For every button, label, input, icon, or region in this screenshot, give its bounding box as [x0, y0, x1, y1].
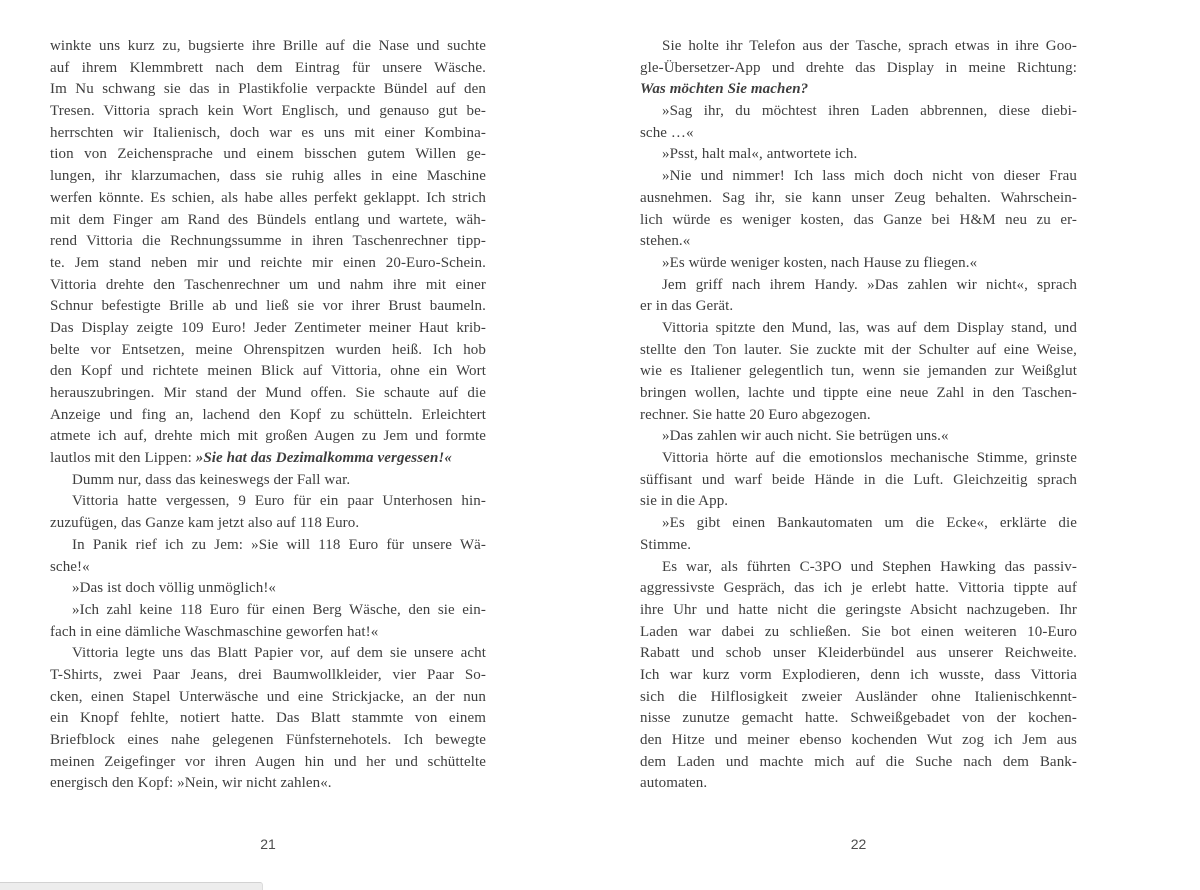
text-line: lich würde es weniger kosten, das Ganze bei H&M neu zu er-: [640, 211, 1077, 228]
page-left-number: 21: [260, 836, 276, 852]
text-line: dem Laden und machte mich auf die Suche nach dem Bank-: [640, 753, 1077, 770]
text-line: ihre Uhr und hatte nicht die geringste Absicht nachzugeben. Ihr: [640, 601, 1077, 618]
text-line: cken, einen Stapel Unterwäsche und eine Strickjacke, an der nun: [50, 688, 486, 705]
page-left-text: [50, 36, 486, 795]
text-line: belte vor Entsetzen, meine Ohrenspitzen wurden heiß. Ich hob: [50, 341, 486, 358]
text-line: Anzeige und fing an, lachend den Kopf zu schütteln. Erleichtert: [50, 406, 486, 423]
text-line: Vittoria hatte vergessen, 9 Euro für ein paar Unterhosen hin-: [72, 493, 486, 510]
text-line: süffisant und warf beide Hände in die Luft. Gleichzeitig sprach: [640, 471, 1077, 488]
text-line: Vittoria hörte auf die emotionslos mechanische Stimme, grinste: [662, 450, 1077, 467]
text-line: Das Display zeigte 109 Euro! Jeder Zentimeter meiner Haut krib-: [50, 319, 486, 336]
text-line: te. Jem stand neben mir und reichte mir einen 20-Euro-Schein.: [50, 254, 486, 271]
text-line: werfen könnte. Es schien, als habe alles perfekt geklappt. Ich strich: [50, 189, 486, 206]
text-line: Ich war kurz vorm Explodieren, denn ich wusste, dass Vittoria: [640, 666, 1077, 683]
text-line: herrschten wir Italienisch, doch war es uns mit einer Kombina-: [50, 124, 486, 141]
text-line: Vittoria spitzte den Mund, las, was auf dem Display stand, und: [662, 319, 1077, 336]
text-line: aggressivste Gespräch, das ich je erlebt hatte. Vittoria tippte auf: [640, 580, 1077, 597]
text-line: atmete ich auf, drehte mich mit großen Augen zu Jem und formte: [50, 428, 486, 445]
text-line: rend Vittoria die Rechnungssumme in ihren Taschenrechner tipp-: [50, 233, 486, 250]
text-line: Rabatt und schob unser Kleiderbündel aus unserer Reichweite.: [640, 645, 1077, 662]
text-line: Im Nu schwang sie das in Plastikfolie verpackte Bündel auf den: [50, 81, 486, 98]
text-line: »Sag ihr, du möchtest ihren Laden abbrennen, diese diebi-: [662, 103, 1077, 120]
text-line: In Panik rief ich zu Jem: »Sie will 118 Euro für unsere Wä-: [72, 536, 486, 553]
text-line: Dumm nur, dass das keineswegs der Fall war.: [72, 471, 351, 488]
text-line: fach in eine dämliche Waschmaschine geworfen hat!«: [50, 623, 379, 640]
text-line: sche!«: [50, 558, 90, 575]
text-line: Vittoria drehte den Taschenrechner um und nahm ihre mit einer: [50, 276, 486, 293]
text-line: mit dem Finger am Rand des Bündels entlang und wartete, wäh-: [50, 211, 486, 228]
text-line: sie in die App.: [640, 493, 729, 510]
text-line: den Hitze und meiner ebenso kochenden Wut zog ich Jem aus: [640, 732, 1077, 748]
text-line: »Psst, halt mal«, antwortete ich.: [662, 146, 858, 163]
text-line: »Es würde weniger kosten, nach Hause zu fliegen.«: [662, 254, 978, 271]
text-line: Briefblock eines nahe gelegenen Fünfsternehotels. Ich bewegte: [50, 732, 486, 748]
text-line: bringen wollen, lachte und tippte eine neue Zahl in den Taschen-: [640, 385, 1077, 401]
text-line: »Das ist doch völlig unmöglich!«: [72, 580, 277, 597]
text-line: nisse zunutze gemacht hatte. Schweißgebadet von der kochen-: [640, 710, 1077, 727]
text-line: meinen Zeigefinger vor ihren Augen hin und her und schüttelte: [50, 753, 486, 770]
text-line: sche …«: [640, 124, 694, 141]
text-line: lungen, ihr klarzumachen, dass sie ruhig alles in eine Maschine: [50, 168, 486, 185]
text-line: Es war, als führten C-3PO und Stephen Hawking das passiv-: [662, 558, 1077, 575]
text-line: ein Knopf fehlte, notiert hatte. Das Blatt stammte von einem: [50, 710, 486, 727]
text-line: »Ich zahl keine 118 Euro für einen Berg Wäsche, den sie ein-: [72, 601, 486, 618]
text-line: er in das Gerät.: [640, 298, 734, 315]
text-line: stehen.«: [640, 233, 691, 250]
page-right-number: 22: [850, 836, 867, 852]
text-line: »Das zahlen wir auch nicht. Sie betrügen uns.«: [662, 428, 949, 445]
text-line: Jem griff nach ihrem Handy. »Das zahlen wir nicht«, sprach: [662, 276, 1077, 293]
text-line: sich die Hilflosigkeit zweier Ausländer ohne Italienischkennt-: [640, 688, 1077, 705]
text-line: ausnehmen. Sag ihr, sie kann unser Zeug behalten. Wahrschein-: [640, 189, 1077, 206]
text-line: Stimme.: [640, 536, 692, 553]
text-line: Vittoria legte uns das Blatt Papier vor, auf dem sie unsere acht: [72, 645, 486, 662]
emphasized-phrase: »Sie hat das Dezimalkomma vergessen!«: [195, 450, 452, 467]
text-segment: lautlos mit den Lippen:: [50, 450, 196, 467]
text-line: herauszubringen. Mir stand der Mund offen. Sie schaute auf die: [50, 385, 486, 401]
text-line: Was möchten Sie machen?: [640, 81, 809, 98]
text-line: Schnur befestigte Brille ab und ließ sie vor ihrer Brust baumeln.: [50, 298, 486, 315]
text-line: tion von Zeichensprache und einem bisschen gutem Willen ge-: [50, 146, 486, 163]
text-line: automaten.: [640, 775, 708, 792]
text-line: wie es Italiener gelegentlich tun, wenn sie jemanden zur Weißglut: [640, 363, 1077, 380]
text-line: Laden war dabei zu schließen. Sie bot einen weiteren 10-Euro: [640, 623, 1077, 640]
page-right-text: [640, 36, 1077, 795]
text-line: Sie holte ihr Telefon aus der Tasche, sprach etwas in ihre Goo-: [662, 38, 1077, 54]
text-line: Tresen. Vittoria sprach kein Wort Englisch, und genauso gut be-: [50, 103, 486, 120]
text-line: »Nie und nimmer! Ich lass mich doch nicht von dieser Frau: [662, 168, 1077, 185]
text-line: auf ihrem Klemmbrett nach dem Eintrag für unsere Wäsche.: [50, 59, 486, 76]
text-line: gle-Übersetzer-App und drehte das Display in meine Richtung:: [640, 59, 1077, 76]
text-line: zuzufügen, das Ganze kam jetzt also auf 118 Euro.: [50, 515, 360, 532]
text-line: rechner. Sie hatte 20 Euro abgezogen.: [640, 406, 871, 423]
scrollbar-thumb[interactable]: [0, 882, 263, 890]
text-line: »Es gibt einen Bankautomaten um die Ecke«, erklärte die: [662, 515, 1077, 532]
text-line: stellte den Ton lauter. Sie zuckte mit der Schulter auf eine Weise,: [640, 341, 1077, 358]
text-line: [50, 448, 486, 470]
text-line: winkte uns kurz zu, bugsierte ihre Brille auf die Nase und suchte: [50, 38, 486, 54]
text-line: T-Shirts, zwei Paar Jeans, drei Baumwollkleider, vier Paar So-: [50, 666, 486, 683]
text-line: den Kopf und richtete meinen Blick auf Vittoria, ohne ein Wort: [50, 363, 486, 380]
text-line: energisch den Kopf: »Nein, wir nicht zahlen«.: [50, 775, 332, 792]
